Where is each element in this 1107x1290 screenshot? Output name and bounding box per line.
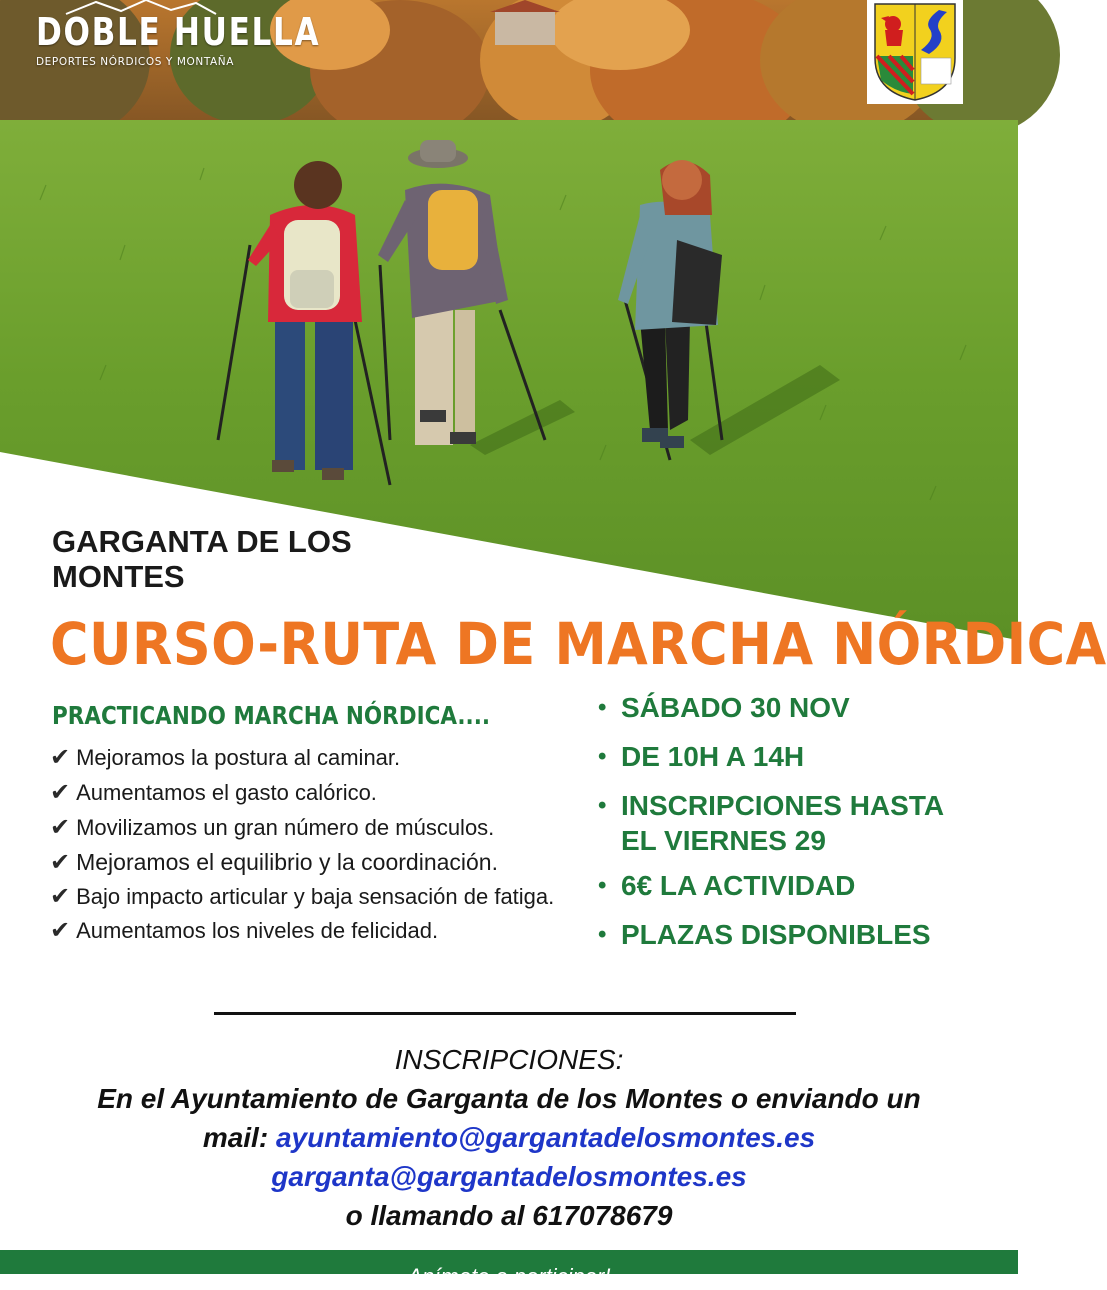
email-link-ayuntamiento[interactable]: ayuntamiento@gargantadelosmontes.es — [275, 1122, 816, 1153]
benefits-heading: PRACTICANDO MARCHA NÓRDICA.... — [52, 701, 491, 730]
detail-availability: • PLAZAS DISPONIBLES — [596, 917, 1016, 952]
phone-line: o llamando al 617078679 — [345, 1200, 673, 1231]
benefit-item — [50, 845, 595, 880]
check-icon: ✔ — [50, 813, 71, 841]
check-icon: ✔ — [50, 882, 71, 910]
detail-price: • 6€ LA ACTIVIDAD — [596, 868, 1016, 903]
email-line-1 — [0, 1118, 1018, 1157]
divider-line — [214, 1012, 796, 1015]
benefit-text: Movilizamos un gran número de músculos. — [76, 815, 495, 840]
detail-date: • SÁBADO 30 NOV — [596, 690, 1016, 725]
check-icon: ✔ — [50, 848, 71, 876]
benefit-item — [50, 775, 595, 810]
benefits-list — [50, 740, 595, 948]
benefit-text: Aumentamos los niveles de felicidad. — [76, 918, 439, 943]
footer-bar — [0, 1250, 1018, 1289]
mail-prefix: mail: — [202, 1122, 276, 1153]
email-link-garganta[interactable]: garganta@gargantadelosmontes.es — [271, 1161, 747, 1192]
brand-tagline: DEPORTES NÓRDICOS Y MONTAÑA — [36, 56, 235, 68]
benefit-item — [50, 880, 595, 913]
registration-label: INSCRIPCIONES: — [394, 1044, 624, 1075]
registration-text: En el Ayuntamiento de Garganta de los Montes o enviando un — [97, 1083, 921, 1114]
footer-text: Anímate a participar! — [407, 1264, 611, 1289]
benefit-item — [50, 740, 595, 775]
check-icon: ✔ — [50, 916, 71, 944]
detail-deadline: • INSCRIPCIONES HASTA EL VIERNES 29 — [596, 788, 976, 858]
detail-time: • DE 10H A 14H — [596, 739, 1016, 774]
registration-info — [0, 1040, 1018, 1235]
coat-of-arms-icon — [867, 0, 963, 104]
benefit-text: Bajo impacto articular y baja sensación de fatiga. — [76, 884, 555, 909]
check-icon: ✔ — [50, 743, 71, 771]
event-details-list — [596, 690, 1016, 966]
course-title: CURSO-RUTA DE MARCHA NÓRDICA — [50, 610, 1107, 678]
benefit-text: Mejoramos la postura al caminar. — [76, 745, 401, 770]
brand-name: DOBLE HUELLA — [36, 10, 321, 54]
benefit-item — [50, 913, 595, 948]
benefit-item — [50, 810, 595, 845]
location-title: GARGANTA DE LOS MONTES — [52, 524, 352, 594]
benefit-text: Mejoramos el equilibrio y la coordinación. — [76, 849, 498, 875]
benefit-text: Aumentamos el gasto calórico. — [76, 780, 377, 805]
brand-logo — [36, 10, 383, 68]
check-icon: ✔ — [50, 778, 71, 806]
coat-of-arms-badge — [867, 0, 963, 104]
